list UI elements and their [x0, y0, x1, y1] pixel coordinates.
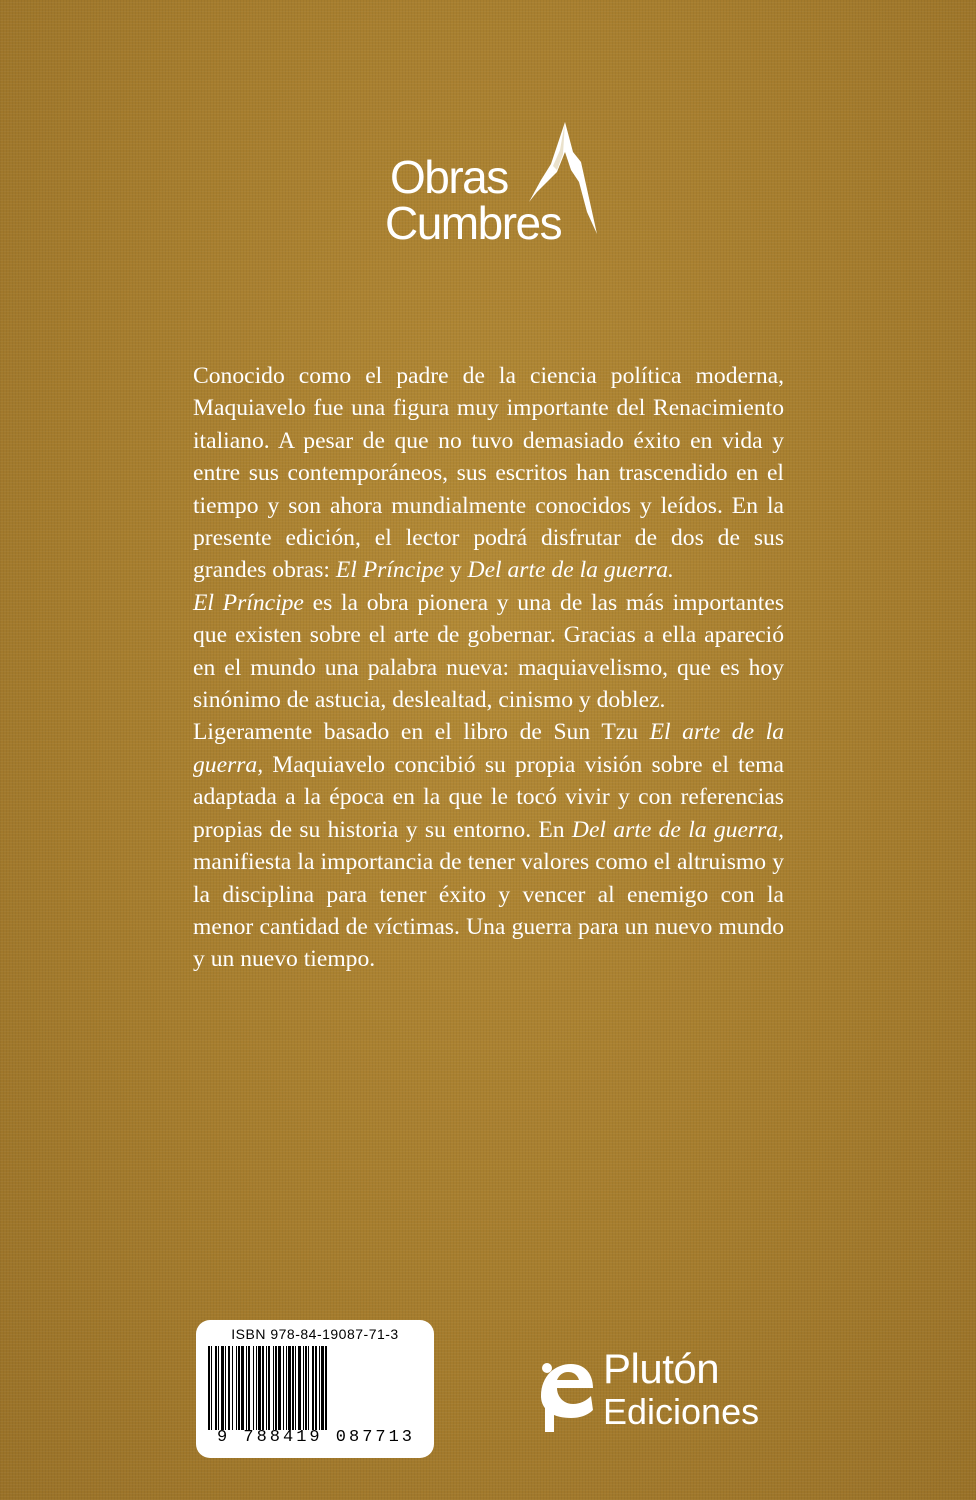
barcode-bar: [315, 1346, 317, 1430]
publisher-subname: Ediciones: [603, 1391, 760, 1432]
blurb-paragraph-1: Conocido como el padre de la ciencia política moderna, Maquiavelo fue una figura muy importante del Renacimiento italiano. A pesar de que no tuvo demasiado éxito en vida y entre sus contemporáneos, sus escritos han trascendido en el tiempo y son ahora mundialmente conocidos y leídos. En la presente edición, el lector podrá disfrutar de dos de sus grandes obras: El Príncipe y Del arte de la guerra.: [193, 363, 784, 584]
barcode-bar: [305, 1346, 307, 1430]
barcode-bar: [215, 1346, 217, 1430]
blurb-paragraph-3: Ligeramente basado en el libro de Sun Tzu El arte de la guerra, Maquiavelo concibió su propia visión sobre el tema adaptada a la época en la que le tocó vivir y con referencias propias de su historia y su entorno. En Del arte de la guerra, manifiesta la importancia de tener valores como el altruismo y la disciplina para tener éxito y vencer al enemigo con la menor cantidad de víctimas. Una guerra para un nuevo mundo y un nuevo tiempo.: [193, 719, 784, 973]
book-title: Del arte de la guerra,: [571, 816, 784, 843]
blurb-paragraph-2: El Príncipe es la obra pionera y una de las más importantes que existen sobre el arte de gobernar. Gracias a ella apareció en el mundo una palabra nueva: maquiavelismo, que es hoy sinónimo de astucia, deslealtad, cinismo y doblez.: [193, 589, 785, 714]
barcode-bar: [256, 1346, 257, 1430]
publisher-name: Plutón: [603, 1345, 720, 1392]
book-title: El arte de la guerra,: [193, 719, 784, 778]
barcode-bar: [319, 1346, 320, 1430]
isbn-label: ISBN 978-84-19087-71-3: [231, 1326, 399, 1342]
barcode-bar: [266, 1346, 267, 1430]
barcode-bar: [238, 1346, 240, 1430]
barcode-bars: [208, 1346, 422, 1430]
book-title: El Príncipe: [335, 557, 444, 584]
barcode-bar: [262, 1346, 264, 1430]
barcode-bar: [268, 1346, 270, 1430]
book-title: El Príncipe: [193, 589, 304, 616]
back-cover-blurb: [193, 360, 784, 976]
logo-line-cumbres: Cumbres: [385, 197, 562, 249]
barcode-bar: [221, 1346, 224, 1430]
book-title: Del arte de la guerra.: [467, 557, 674, 584]
barcode-bar: [273, 1346, 274, 1430]
barcode-bar: [236, 1346, 237, 1430]
barcode-bar: [295, 1346, 296, 1430]
barcode-bar: [258, 1346, 261, 1430]
barcode-bar: [246, 1346, 247, 1430]
barcode-bar: [303, 1346, 304, 1430]
barcode-bar: [232, 1346, 233, 1430]
barcode-bar: [298, 1346, 301, 1430]
barcode-bar: [321, 1346, 324, 1430]
barcode-bar: [218, 1346, 219, 1430]
pluton-logo-icon: [537, 1356, 597, 1434]
barcode-bar: [283, 1346, 284, 1430]
barcode-bar: [225, 1346, 226, 1430]
barcode-digits: 9 788419 087713: [216, 1428, 416, 1447]
barcode-bar: [208, 1346, 210, 1430]
barcode-bar: [211, 1346, 212, 1430]
publisher-logo: [537, 1338, 797, 1448]
barcode-bar: [308, 1346, 309, 1430]
barcode-bar: [253, 1346, 254, 1430]
collection-logo: [385, 122, 595, 247]
barcode-bar: [286, 1346, 287, 1430]
barcode-bar: [278, 1346, 281, 1430]
barcode-bar: [241, 1346, 244, 1430]
barcode-bar: [325, 1346, 327, 1430]
barcode-bar: [312, 1346, 314, 1430]
barcode-bar: [288, 1346, 291, 1430]
logo-line-obras: Obras: [390, 151, 508, 203]
barcode-bar: [275, 1346, 277, 1430]
barcode-bar: [248, 1346, 250, 1430]
barcode-bar: [292, 1346, 294, 1430]
isbn-barcode: [196, 1320, 434, 1458]
barcode-bar: [228, 1346, 230, 1430]
